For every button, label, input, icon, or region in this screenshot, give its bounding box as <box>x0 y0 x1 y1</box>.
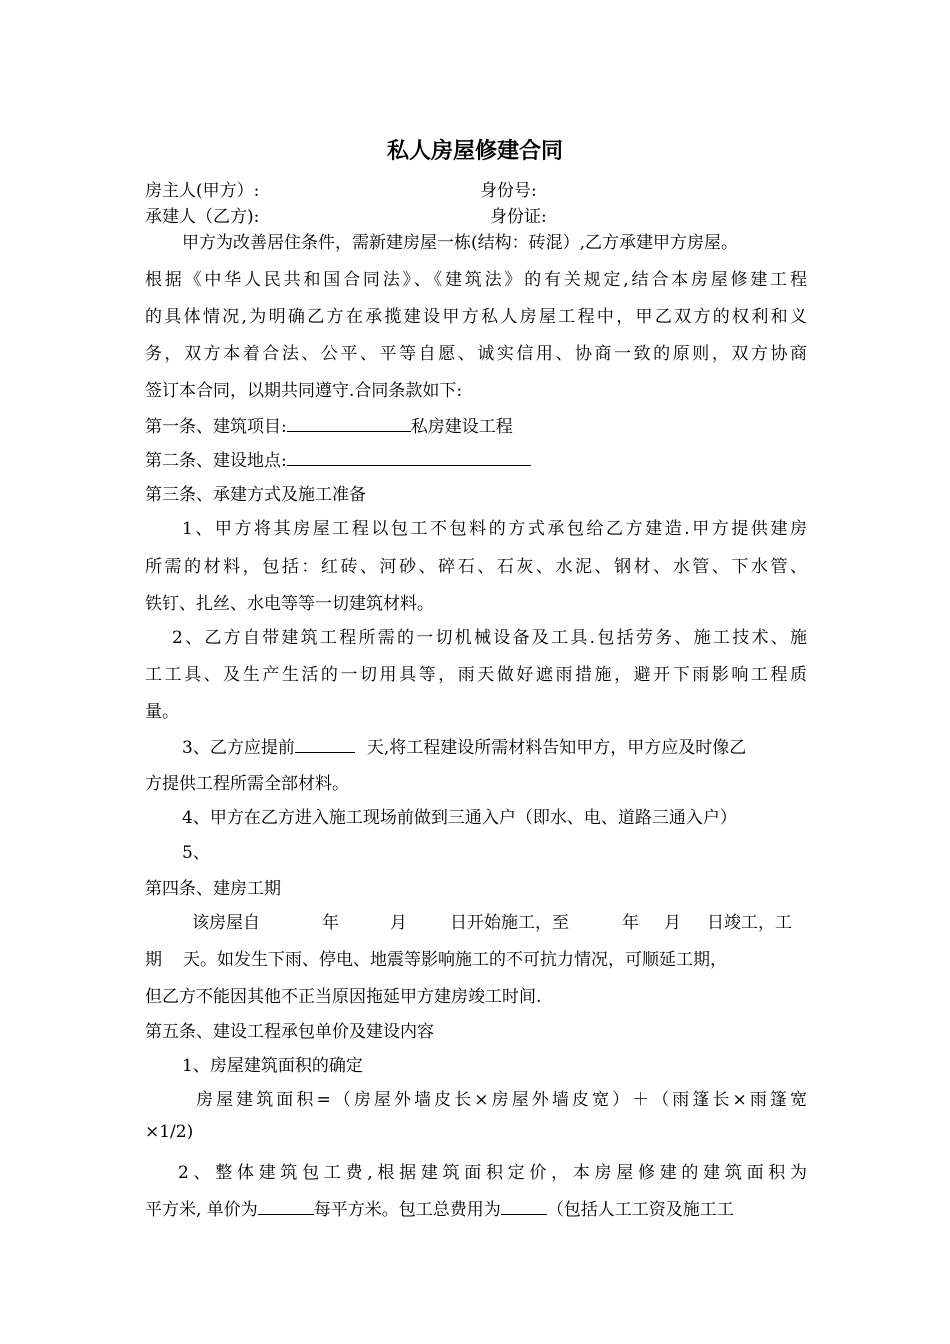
project-blank[interactable] <box>287 413 411 432</box>
intro-line-1: 甲方为改善居住条件，需新建房屋一栋(结构：砖混）,乙方承建甲方房屋。 <box>182 233 739 253</box>
total-fee-blank[interactable] <box>501 1196 547 1215</box>
article-3-item2-line1: 2、乙方自带建筑工程所需的一切机械设备及工具.包括劳务、施工技术、施 <box>172 628 807 648</box>
intro-line-3: 的具体情况,为明确乙方在承揽建设甲方私人房屋工程中，甲乙双方的权利和义 <box>145 307 807 327</box>
unit-price-blank[interactable] <box>258 1196 314 1215</box>
period-start-text: 该房屋自 <box>192 913 260 933</box>
start-day-text: 日开始施工，至 <box>450 913 569 933</box>
article-4-title: 第四条、建房工期 <box>145 879 281 899</box>
item2-include-text: （包括人工工资及施工工 <box>546 1200 734 1220</box>
owner-label: 房主人(甲方）: <box>145 181 260 201</box>
intro-line-2: 根据《中华人民共和国合同法》、《建筑法》的有关规定,结合本房屋修建工程 <box>145 270 807 290</box>
article-1 <box>145 412 513 437</box>
article-3-item2-line2: 工工具、及生产生活的一切用具等，雨天做好遮雨措施，避开下雨影响工程质 <box>145 665 807 685</box>
item2-total-text: 每平方米。包工总费用为 <box>313 1200 501 1220</box>
intro-line-5: 签订本合同，以期共同遵守.合同条款如下: <box>145 381 463 401</box>
period-days-text: 天。如发生下雨、停电、地震等影响施工的不可抗力情况，可顺延工期， <box>183 950 727 970</box>
builder-label: 承建人（乙方): <box>145 207 260 227</box>
article-1-suffix: 私房建设工程 <box>410 417 513 437</box>
builder-id-label: 身份证: <box>490 207 547 227</box>
article-5-item2-line1: 2、整体建筑包工费,根据建筑面积定价，本房屋修建的建筑面积为 <box>178 1163 807 1183</box>
owner-id-label: 身份号: <box>480 181 537 201</box>
article-3-item1-line1: 1、甲方将其房屋工程以包工不包料的方式承包给乙方建造.甲方提供建房 <box>182 519 807 539</box>
article-3-title: 第三条、承建方式及施工准备 <box>145 485 366 505</box>
item3-prefix: 3、乙方应提前 <box>182 738 295 758</box>
page-title: 私人房屋修建合同 <box>386 139 563 164</box>
article-3-item1-line2: 所需的材料，包括：红砖、河砂、碎石、石灰、水泥、钢材、水管、下水管、 <box>145 557 807 577</box>
article-3-item3-line2: 方提供工程所需全部材料。 <box>145 774 349 794</box>
article-1-label: 第一条、建筑项目: <box>145 417 287 437</box>
formula-line-1: 房屋建筑面积=（房屋外墙皮长×房屋外墙皮宽）＋（雨篷长×雨篷宽 <box>196 1090 807 1110</box>
article-5-item2-line2 <box>145 1195 734 1220</box>
item3-suffix: 天,将工程建设所需材料告知甲方，甲方应及时像乙 <box>366 738 747 758</box>
end-year-label: 年 <box>622 913 639 933</box>
start-year-label: 年 <box>322 913 339 933</box>
article-3-item2-line3: 量。 <box>145 702 179 722</box>
article-2-label: 第二条、建设地点: <box>145 451 287 471</box>
article-3-item1-line3: 铁钉、扎丝、水电等等一切建筑材料。 <box>145 594 434 614</box>
end-month-label: 月 <box>664 913 681 933</box>
article-3-item4: 4、甲方在乙方进入施工现场前做到三通入户（即水、电、道路三通入户） <box>182 808 737 828</box>
article-5-item1-title: 1、房屋建筑面积的确定 <box>182 1056 363 1076</box>
days-blank[interactable] <box>295 734 355 753</box>
article-5-title: 第五条、建设工程承包单价及建设内容 <box>145 1022 434 1042</box>
article-4-line3: 但乙方不能因其他不正当原因拖延甲方建房竣工时间. <box>145 987 542 1007</box>
period-label: 期 <box>145 950 162 970</box>
item2-area-text: 平方米, 单价为 <box>145 1200 258 1220</box>
article-3-item5: 5、 <box>182 843 210 863</box>
end-day-text: 日竣工，工 <box>707 913 792 933</box>
formula-line-2: ×1/2) <box>145 1122 194 1142</box>
article-2 <box>145 446 531 471</box>
start-month-label: 月 <box>390 913 407 933</box>
location-blank[interactable] <box>287 447 531 466</box>
article-3-item3-line1 <box>182 733 746 758</box>
intro-line-4: 务，双方本着合法、公平、平等自愿、诚实信用、协商一致的原则，双方协商 <box>145 344 807 364</box>
